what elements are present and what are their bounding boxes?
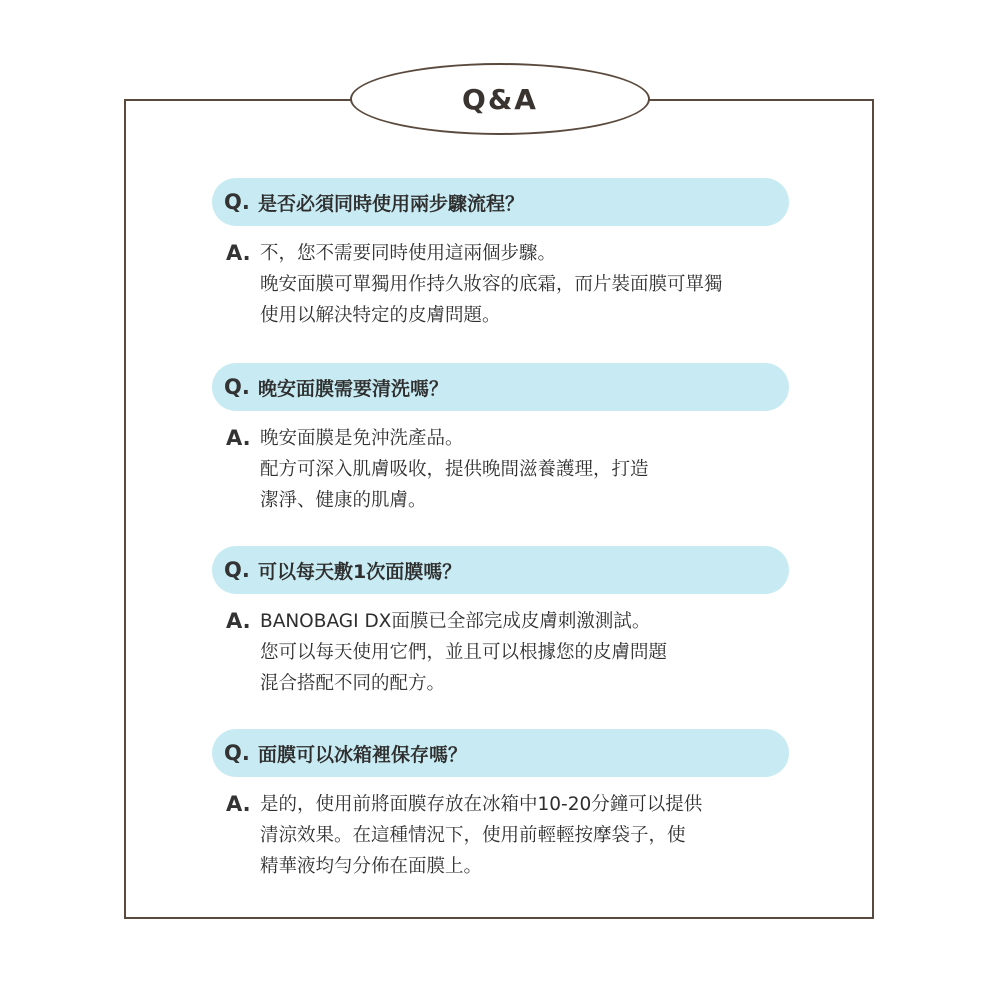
question-bar (212, 546, 789, 594)
question-text: 是否必須同時使用兩步驟流程？ (258, 192, 525, 215)
answer (212, 789, 789, 882)
answer-line: 使用以解決特定的皮膚問題。 (260, 305, 501, 326)
question-bar (212, 363, 789, 411)
qa-item (212, 729, 789, 882)
answer-marker: A. (226, 792, 251, 816)
answer-line: 晚安面膜是免沖洗產品。 (260, 428, 464, 449)
answer-line: 晚安面膜可單獨用作持久妝容的底霜，而片裝面膜可單獨 (260, 274, 723, 295)
answer-line: 不，您不需要同時使用這兩個步驟。 (260, 243, 557, 264)
question-bar (212, 729, 789, 777)
answer-line: 您可以每天使用它們，並且可以根據您的皮膚問題 (260, 642, 668, 663)
answer-line: 混合搭配不同的配方。 (260, 673, 446, 694)
title-oval (350, 63, 650, 135)
answer-line: 是的，使用前將面膜存放在冰箱中10-20分鐘可以提供 (260, 794, 703, 815)
answer-line: 潔淨、健康的肌膚。 (260, 490, 427, 511)
question-marker: Q. (224, 190, 250, 214)
answer-line: 精華液均勻分佈在面膜上。 (260, 856, 483, 877)
question-marker: Q. (224, 558, 250, 582)
page-title: Q&A (462, 82, 538, 116)
qa-item (212, 363, 789, 516)
answer (212, 238, 789, 331)
answer (212, 606, 789, 699)
question-text: 可以每天敷1次面膜嗎？ (258, 560, 462, 583)
answer-marker: A. (226, 426, 251, 450)
answer-line: 清涼效果。在這種情況下，使用前輕輕按摩袋子，使 (260, 825, 686, 846)
qa-item (212, 546, 789, 699)
answer-line: BANOBAGI DX面膜已全部完成皮膚刺激測試。 (260, 611, 651, 632)
question-bar (212, 178, 789, 226)
answer-marker: A. (226, 241, 251, 265)
answer-line: 配方可深入肌膚吸收，提供晚間滋養護理，打造 (260, 459, 649, 480)
question-marker: Q. (224, 741, 250, 765)
question-text: 晚安面膜需要清洗嗎？ (258, 377, 449, 400)
answer (212, 423, 789, 516)
answer-marker: A. (226, 609, 251, 633)
question-text: 面膜可以冰箱裡保存嗎？ (258, 743, 468, 766)
question-marker: Q. (224, 375, 250, 399)
qa-item (212, 178, 789, 331)
